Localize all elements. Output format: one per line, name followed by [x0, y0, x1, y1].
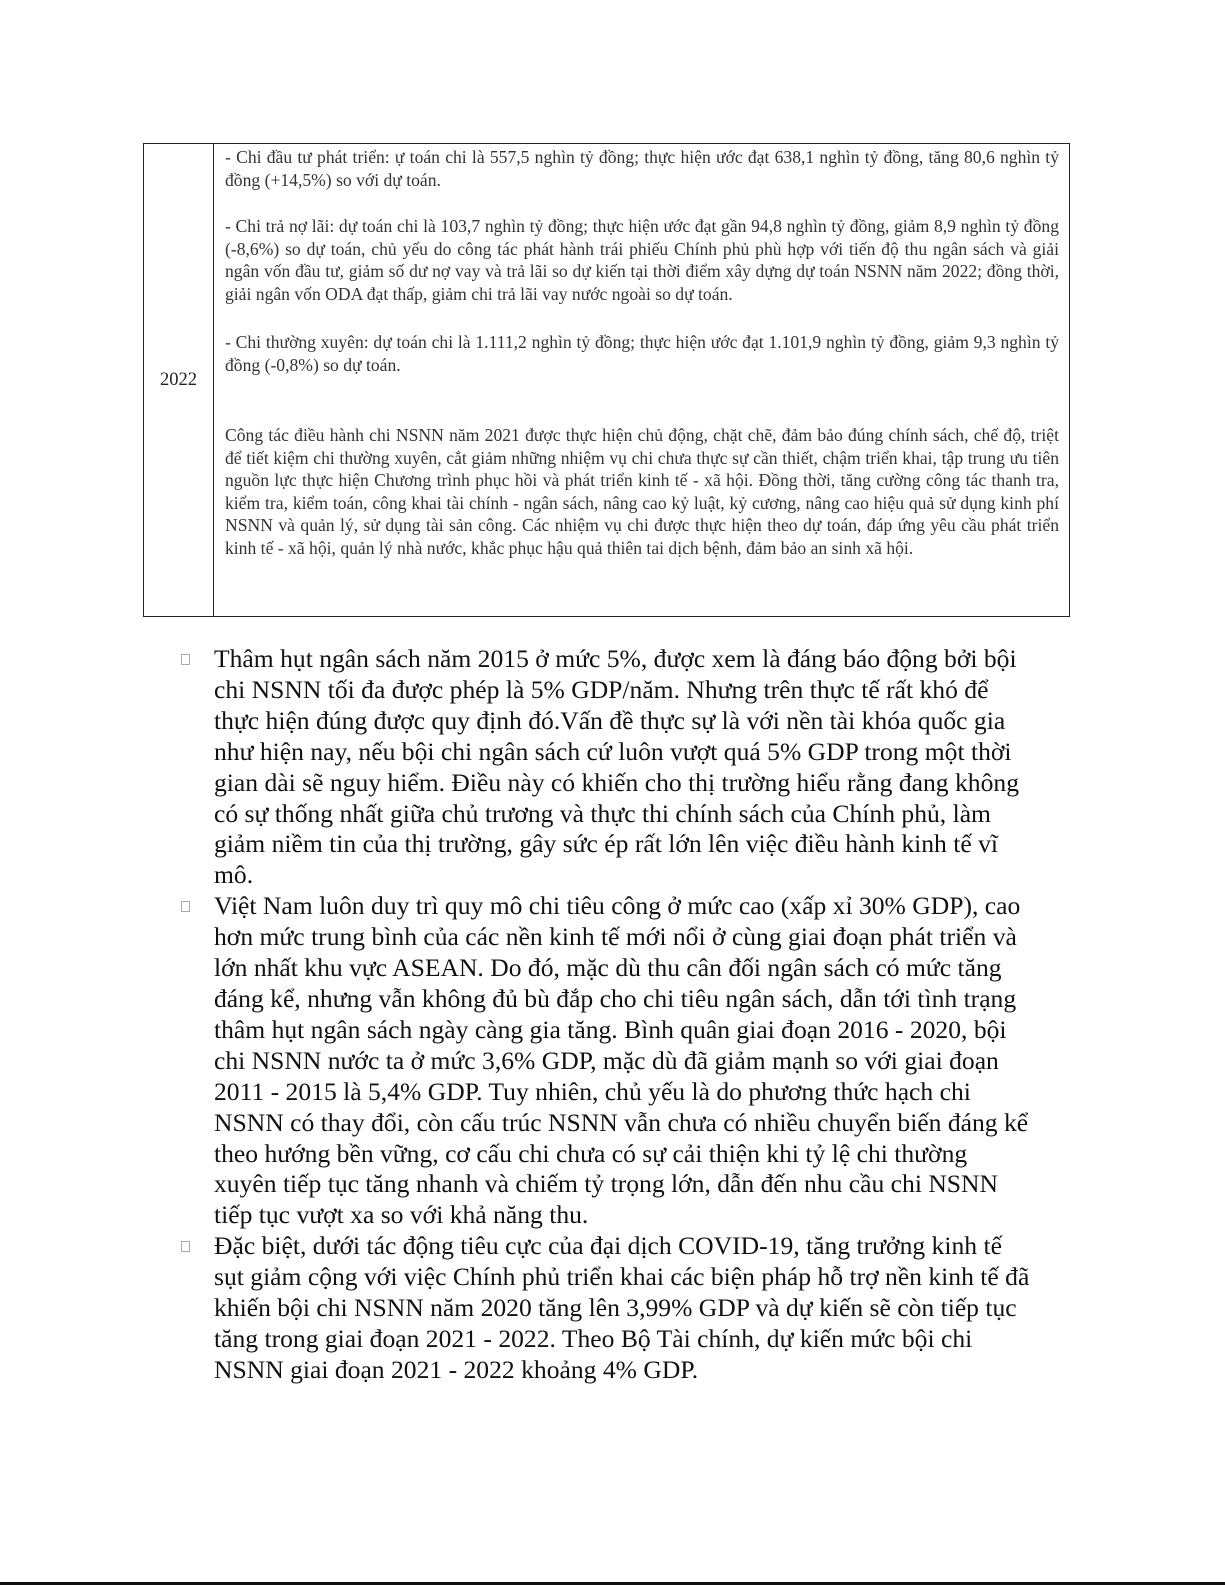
bullet-text: Thâm hụt ngân sách năm 2015 ở mức 5%, được xem là đáng báo động bởi bội chi NSNN tối đa được phép là 5% GDP/năm. Nhưng trên thực tế rất khó để thực hiện đúng được quy định đó.Vấn đề thực sự là với nền tài khóa quốc gia như hiện nay, nếu bội chi ngân sách cứ luôn vượt quá 5% GDP trong một thời gian dài sẽ nguy hiểm. Điều này có khiến cho thị trường hiểu rằng đang không có sự thống nhất giữa chủ trương và thực thi chính sách của Chính phủ, làm giảm niềm tin của thị trường, gây sức ép rất lớn lên việc điều hành kinh tế vĩ mô. — [214, 644, 1019, 890]
bullet-text: Đặc biệt, dưới tác động tiêu cực của đại dịch COVID-19, tăng trưởng kinh tế sụt giảm cộng với việc Chính phủ triển khai các biện pháp hỗ trợ nền kinh tế đã khiến bội chi NSNN năm 2020 tăng lên 3,99% GDP và dự kiến sẽ còn tiếp tục tăng trong giai đoạn 2021 - 2022. Theo Bộ Tài chính, dự kiến mức bội chi NSNN giai đoạn 2021 - 2022 khoảng 4% GDP. — [214, 1231, 1030, 1384]
list-item — [175, 891, 1075, 1231]
year-label: 2022 — [160, 369, 197, 390]
content-cell — [214, 144, 1069, 616]
paragraph-recurrent-spending: - Chi thường xuyên: dự toán chi là 1.111,2 nghìn tỷ đồng; thực hiện ước đạt 1.101,9 nghìn tỷ đồng, giảm 9,3 nghìn tỷ đồng (-0,8%) so dự toán. — [225, 332, 1059, 375]
bullet-box-icon — [181, 1241, 190, 1252]
paragraph-spending-management: Công tác điều hành chi NSNN năm 2021 được thực hiện chủ động, chặt chẽ, đảm bảo đúng chính sách, chế độ, triệt để tiết kiệm chi thường xuyên, cắt giảm những nhiệm vụ chi chưa thực sự cần thiết, chậm triển khai, tập trung ưu tiên nguồn lực thực hiện Chương trình phục hồi và phát triển kinh tế - xã hội. Đồng thời, tăng cường công tác thanh tra, kiểm tra, kiểm toán, công khai tài chính - ngân sách, nâng cao kỷ luật, kỷ cương, nâng cao hiệu quả sử dụng kinh phí NSNN và quản lý, sử dụng tài sản công. Các nhiệm vụ chi được thực hiện theo dự toán, đáp ứng yêu cầu phát triển kinh tế - xã hội, quản lý nhà nước, khắc phục hậu quả thiên tai dịch bệnh, đảm bảo an sinh xã hội. — [225, 425, 1059, 558]
paragraph-interest-payment: - Chi trả nợ lãi: dự toán chi là 103,7 nghìn tỷ đồng; thực hiện ước đạt gần 94,8 nghìn tỷ đồng, giảm 8,9 nghìn tỷ đồng (-8,6%) so dự toán, chủ yếu do công tác phát hành trái phiếu Chính phủ phù hợp với tiến độ thu ngân sách và giải ngân vốn đầu tư, giảm số dư nợ vay và trả lãi so dự kiến tại thời điểm xây dựng dự toán NSNN năm 2022; đồng thời, giải ngân vốn ODA đạt thấp, giảm chi trả lãi vay nước ngoài so dự toán. — [225, 216, 1059, 304]
paragraph-investment-spending: - Chi đầu tư phát triển: ự toán chi là 557,5 nghìn tỷ đồng; thực hiện ước đạt 638,1 nghìn tỷ đồng, tăng 80,6 nghìn tỷ đồng (+14,5%) so với dự toán. — [225, 147, 1059, 190]
bullet-list — [175, 644, 1075, 1386]
budget-table — [143, 143, 1070, 617]
bullet-text: Việt Nam luôn duy trì quy mô chi tiêu công ở mức cao (xấp xỉ 30% GDP), cao hơn mức trung bình của các nền kinh tế mới nổi ở cùng giai đoạn phát triển và lớn nhất khu vực ASEAN. Do đó, mặc dù thu cân đối ngân sách có mức tăng đáng kể, nhưng vẫn không đủ bù đắp cho chi tiêu ngân sách, dẫn tới tình trạng thâm hụt ngân sách ngày càng gia tăng. Bình quân giai đoạn 2016 - 2020, bội chi NSNN nước ta ở mức 3,6% GDP, mặc dù đã giảm mạnh so với giai đoạn 2011 - 2015 là 5,4% GDP. Tuy nhiên, chủ yếu là do phương thức hạch chi NSNN có thay đổi, còn cấu trúc NSNN vẫn chưa có nhiều chuyển biến đáng kể theo hướng bền vững, cơ cấu chi chưa có sự cải thiện khi tỷ lệ chi thường xuyên tiếp tục tăng nhanh và chiếm tỷ trọng lớn, dẫn đến nhu cầu chi NSNN tiếp tục vượt xa so với khả năng thu. — [214, 891, 1029, 1230]
list-item — [175, 644, 1075, 891]
bullet-box-icon — [181, 654, 190, 665]
bullet-box-icon — [181, 901, 190, 912]
list-item — [175, 1231, 1075, 1386]
year-cell — [144, 144, 214, 616]
